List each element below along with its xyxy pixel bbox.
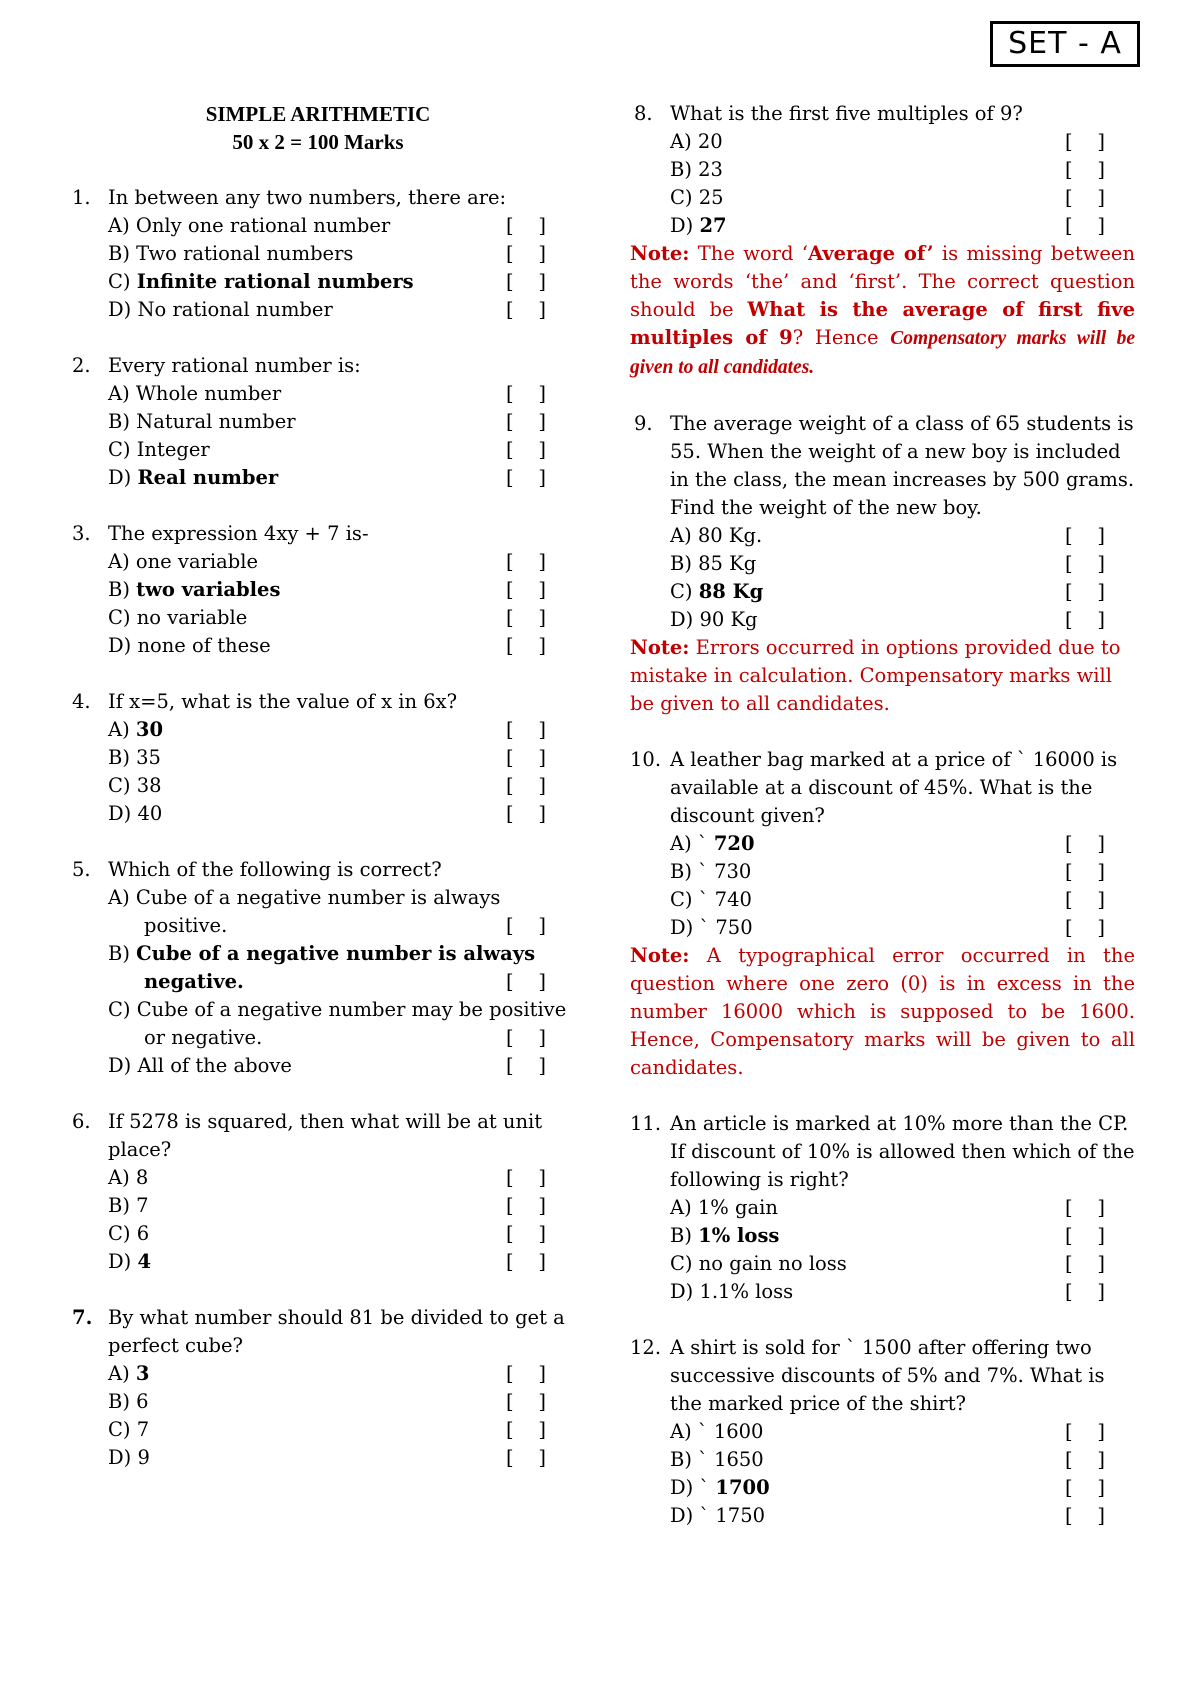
question-text-cont: place? xyxy=(108,1138,172,1161)
option-c: C) 38 [ ] xyxy=(108,774,547,797)
option-a: A) 1% gain [ ] xyxy=(670,1196,1106,1219)
option-c: C) no variable [ ] xyxy=(108,606,547,629)
option-c-correct: D) ` 1700 [ ] xyxy=(670,1476,1106,1499)
option-c: C) Integer [ ] xyxy=(108,438,547,461)
option-a: A) Only one rational number [ ] xyxy=(68,212,568,240)
option-a: A) 8 [ ] xyxy=(108,1166,547,1189)
question-text: In between any two numbers, there are: xyxy=(108,186,507,209)
option-a-correct: A) 30 [ ] xyxy=(108,718,547,741)
question-text: The average weight of a class of 65 students is xyxy=(670,412,1134,435)
option-a-correct: A) 3 [ ] xyxy=(108,1362,547,1385)
option-c: C) 6 [ ] xyxy=(108,1222,547,1245)
question-2: 2. Every rational number is: A) Whole number [ ] B) Natural number [ ] C) Integer [ ] D) Real number [ ] xyxy=(68,352,568,492)
left-column xyxy=(68,100,568,1472)
option-a: A) 20 [ ] xyxy=(670,130,1106,153)
question-text-cont: perfect cube? xyxy=(108,1334,244,1357)
question-text: An article is marked at 10% more than the CP. xyxy=(670,1112,1129,1135)
option-a: A) Cube of a negative number is always xyxy=(108,886,501,909)
set-label: SET - A xyxy=(990,21,1140,67)
option-d: D) All of the above [ ] xyxy=(108,1054,547,1077)
option-b: B) 85 Kg [ ] xyxy=(670,552,1106,575)
option-d: D) 90 Kg [ ] xyxy=(670,608,1106,631)
correction-note: Note: Errors occurred in options provided due to mistake in calculation. Compensatory marks will be given to all candidates. xyxy=(630,636,1121,715)
question-text: By what number should 81 be divided to get a xyxy=(108,1306,565,1329)
question-number: 1. xyxy=(72,186,91,209)
option-a: A) Whole number [ ] xyxy=(108,382,547,405)
option-b: B) 7 [ ] xyxy=(108,1194,547,1217)
option-b: B) ` 1650 [ ] xyxy=(670,1448,1106,1471)
option-d: D) 1.1% loss [ ] xyxy=(670,1280,1106,1303)
option-c: C) 7 [ ] xyxy=(108,1418,547,1441)
option-a-correct: A) ` 720 [ ] xyxy=(670,832,1106,855)
question-3: 3. The expression 4xy + 7 is- A) one variable [ ] B) two variables [ ] C) no variable [ ] D) none of these [ ] xyxy=(68,520,568,660)
option-d: D) No rational number [ ] xyxy=(68,296,568,324)
question-8: 8. What is the first five multiples of 9? A) 20 [ ] B) 23 [ ] C) 25 [ ] D) 27 [ ] Note: The word ‘Average of’ is missing between the words ‘the’ and ‘first’. The correct question should be What is the average of first five multiples of 9? Hence Compensatory marks will be given to all candidates. xyxy=(630,100,1135,382)
option-a: A) 80 Kg. [ ] xyxy=(670,524,1106,547)
option-d-correct: D) 27 [ ] xyxy=(670,214,1106,237)
question-1 xyxy=(68,184,568,324)
option-c: C) Cube of a negative number may be positive xyxy=(108,998,567,1021)
option-d: D) 9 [ ] xyxy=(108,1446,547,1469)
option-a: A) one variable [ ] xyxy=(108,550,547,573)
option-d-correct: D) Real number [ ] xyxy=(108,466,547,489)
answer-bracket: [ ] xyxy=(506,242,547,265)
option-b-correct: B) Cube of a negative number is always xyxy=(108,942,536,965)
answer-bracket: [ ] xyxy=(506,214,547,237)
option-b: B) ` 730 [ ] xyxy=(670,860,1106,883)
answer-bracket: [ ] xyxy=(506,270,547,293)
option-b-correct: B) 1% loss [ ] xyxy=(670,1224,1106,1247)
option-d: D) ` 1750 [ ] xyxy=(670,1504,1106,1527)
marks-subtitle: 50 x 2 = 100 Marks xyxy=(232,130,404,154)
question-9: 9. The average weight of a class of 65 students is 55. When the weight of a new boy is included in the class, the mean increases by 500 grams. Find the weight of the new boy. A) 80 Kg. [ ] B) 85 Kg [ ] C) 88 Kg [ ] D) 90 Kg [ ] Note: Errors occurred in options provided due to mistake in calculation. Compensatory marks will be given to all candidates. xyxy=(630,410,1135,718)
question-text: If 5278 is squared, then what will be at unit xyxy=(108,1110,543,1133)
question-text: The expression 4xy + 7 is- xyxy=(108,522,369,545)
question-text: A shirt is sold for ` 1500 after offering two xyxy=(670,1336,1092,1359)
question-text: What is the first five multiples of 9? xyxy=(670,102,1023,125)
question-11: 11. An article is marked at 10% more than the CP. If discount of 10% is allowed then which of the following is right? A) 1% gain [ ] B) 1% loss [ ] C) no gain no loss [ ] D) 1.1% loss [ ] xyxy=(630,1110,1135,1306)
option-b: B) Two rational numbers [ ] xyxy=(68,240,568,268)
option-b: B) 23 [ ] xyxy=(670,158,1106,181)
option-b: B) 6 [ ] xyxy=(108,1390,547,1413)
option-b-cont: negative. [ ] xyxy=(144,970,547,993)
option-b: B) Natural number [ ] xyxy=(108,410,547,433)
option-d: D) ` 750 [ ] xyxy=(670,916,1106,939)
option-b-correct: B) two variables [ ] xyxy=(108,578,547,601)
question-5: 5. Which of the following is correct? A) Cube of a negative number is always positive. [ ] B) Cube of a negative number is always negative. [ ] C) Cube of a negative number may be positive or negative. [ ] D) All of the above [ ] xyxy=(68,856,568,1080)
question-text: If x=5, what is the value of x in 6x? xyxy=(108,690,458,713)
question-text: A leather bag marked at a price of ` 16000 is xyxy=(670,748,1118,771)
option-c-cont: or negative. [ ] xyxy=(144,1026,547,1049)
option-d: D) none of these [ ] xyxy=(108,634,547,657)
correction-note: Note: The word ‘Average of’ is missing between the words ‘the’ and ‘first’. The correct question should be What is the average of first five multiples of 9? Hence Compensatory marks will be given to all candidates. xyxy=(630,242,1135,378)
option-d: D) 40 [ ] xyxy=(108,802,547,825)
question-10: 10. A leather bag marked at a price of ` 16000 is available at a discount of 45%. What is the discount given? A) ` 720 [ ] B) ` 730 [ ] C) ` 740 [ ] D) ` 750 [ ] Note: A typographical error occurred in the question where one zero (0) is in excess in the number 16000 which is supposed to be 1600. Hence, Compensatory marks will be given to all candidates. xyxy=(630,746,1135,1082)
question-text: Every rational number is: xyxy=(108,354,361,377)
question-12: 12. A shirt is sold for ` 1500 after offering two successive discounts of 5% and 7%. What is the marked price of the shirt? A) ` 1600 [ ] B) ` 1650 [ ] D) ` 1700 [ ] D) ` 1750 [ ] xyxy=(630,1334,1135,1530)
answer-bracket: [ ] xyxy=(506,298,547,321)
question-6: 6. If 5278 is squared, then what will be at unit place? A) 8 [ ] B) 7 [ ] C) 6 [ ] D) 4 [ ] xyxy=(68,1108,568,1276)
option-c-correct: C) Infinite rational numbers [ ] xyxy=(68,268,568,296)
question-text: Which of the following is correct? xyxy=(108,858,442,881)
option-d-correct: D) 4 [ ] xyxy=(108,1250,547,1273)
option-c-correct: C) 88 Kg [ ] xyxy=(670,580,1106,603)
option-c: C) ` 740 [ ] xyxy=(670,888,1106,911)
option-c: C) 25 [ ] xyxy=(670,186,1106,209)
option-a-cont: positive. [ ] xyxy=(144,914,547,937)
question-4: 4. If x=5, what is the value of x in 6x? A) 30 [ ] B) 35 [ ] C) 38 [ ] D) 40 [ ] xyxy=(68,688,568,828)
option-c: C) no gain no loss [ ] xyxy=(670,1252,1106,1275)
option-a: A) ` 1600 [ ] xyxy=(670,1420,1106,1443)
option-b: B) 35 [ ] xyxy=(108,746,547,769)
page-title: SIMPLE ARITHMETIC xyxy=(205,102,431,126)
correction-note: Note: A typographical error occurred in the question where one zero (0) is in excess in the number 16000 which is supposed to be 1600. Hence, Compensatory marks will be given to all candidates. xyxy=(630,944,1135,1079)
right-column xyxy=(630,100,1135,1530)
question-7: 7. By what number should 81 be divided to get a perfect cube? A) 3 [ ] B) 6 [ ] C) 7 [ ] D) 9 [ ] xyxy=(68,1304,568,1472)
